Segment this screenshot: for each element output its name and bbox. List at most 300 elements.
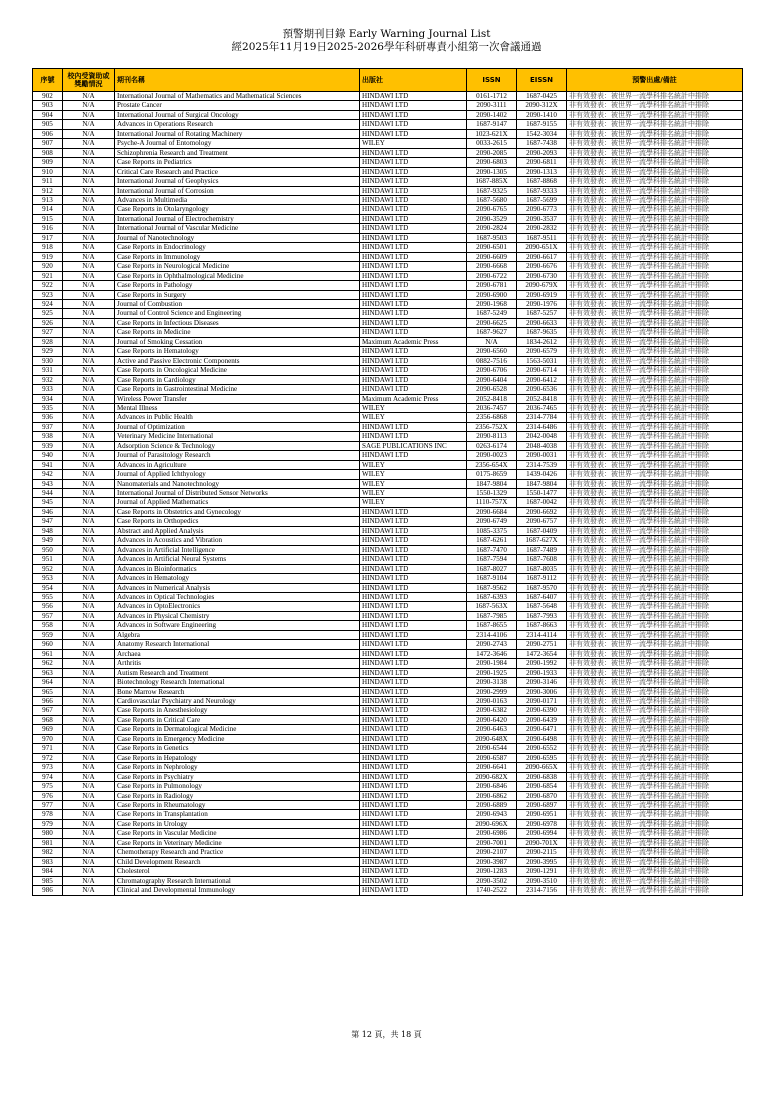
row-eissn: 2090-6412	[517, 375, 567, 384]
row-funding: N/A	[63, 574, 115, 583]
table-row	[33, 630, 743, 639]
row-index: 965	[33, 687, 63, 696]
row-journal-name: Veterinary Medicine International	[115, 432, 360, 441]
row-index: 911	[33, 177, 63, 186]
row-publisher: WILEY	[360, 460, 467, 469]
row-eissn: 2090-1291	[517, 867, 567, 876]
row-publisher: HINDAWI LTD	[360, 668, 467, 677]
row-funding: N/A	[63, 611, 115, 620]
row-index: 928	[33, 337, 63, 346]
row-publisher: HINDAWI LTD	[360, 555, 467, 564]
row-funding: N/A	[63, 120, 115, 129]
row-remark: 非有效發表：被世界一流學科排名統計中排除	[567, 290, 743, 299]
row-eissn: 1687-7438	[517, 139, 567, 148]
row-journal-name: Case Reports in Endocrinology	[115, 243, 360, 252]
row-issn: 2090-6544	[467, 744, 517, 753]
row-publisher: HINDAWI LTD	[360, 262, 467, 271]
row-issn: 0033-2615	[467, 139, 517, 148]
table-row	[33, 214, 743, 223]
row-journal-name: Journal of Optimization	[115, 422, 360, 431]
row-remark: 非有效發表：被世界一流學科排名統計中排除	[567, 148, 743, 157]
row-funding: N/A	[63, 214, 115, 223]
row-eissn: 2090-6757	[517, 517, 567, 526]
row-issn: 2090-682X	[467, 772, 517, 781]
row-index: 975	[33, 782, 63, 791]
row-funding: N/A	[63, 139, 115, 148]
col-header-publisher: 出版社	[360, 69, 467, 92]
row-eissn: 1542-3034	[517, 129, 567, 138]
row-index: 907	[33, 139, 63, 148]
row-funding: N/A	[63, 110, 115, 119]
row-remark: 非有效發表：被世界一流學科排名統計中排除	[567, 262, 743, 271]
row-issn: 2090-6900	[467, 290, 517, 299]
row-publisher: HINDAWI LTD	[360, 243, 467, 252]
row-publisher: HINDAWI LTD	[360, 422, 467, 431]
table-row	[33, 744, 743, 753]
row-journal-name: Biotechnology Research International	[115, 678, 360, 687]
row-issn: 2090-6625	[467, 318, 517, 327]
row-index: 984	[33, 867, 63, 876]
row-index: 915	[33, 214, 63, 223]
row-funding: N/A	[63, 564, 115, 573]
table-row	[33, 725, 743, 734]
row-publisher: HINDAWI LTD	[360, 281, 467, 290]
row-journal-name: Case Reports in Medicine	[115, 328, 360, 337]
row-journal-name: Case Reports in Veterinary Medicine	[115, 838, 360, 847]
row-remark: 非有效發表：被世界一流學科排名統計中排除	[567, 583, 743, 592]
row-index: 955	[33, 593, 63, 602]
row-publisher: HINDAWI LTD	[360, 129, 467, 138]
table-row	[33, 678, 743, 687]
row-remark: 非有效發表：被世界一流學科排名統計中排除	[567, 299, 743, 308]
row-journal-name: Advances in Acoustics and Vibration	[115, 536, 360, 545]
row-eissn: 1687-8035	[517, 564, 567, 573]
row-funding: N/A	[63, 517, 115, 526]
table-row	[33, 120, 743, 129]
row-publisher: HINDAWI LTD	[360, 101, 467, 110]
row-index: 933	[33, 385, 63, 394]
row-issn: 1687-885X	[467, 177, 517, 186]
row-journal-name: Case Reports in Urology	[115, 819, 360, 828]
row-publisher: HINDAWI LTD	[360, 574, 467, 583]
row-issn: 1687-7985	[467, 611, 517, 620]
row-eissn: 2090-1976	[517, 299, 567, 308]
row-publisher: HINDAWI LTD	[360, 545, 467, 554]
row-index: 932	[33, 375, 63, 384]
row-issn: 2090-7001	[467, 838, 517, 847]
row-funding: N/A	[63, 158, 115, 167]
row-issn: 2090-1968	[467, 299, 517, 308]
row-publisher: HINDAWI LTD	[360, 593, 467, 602]
row-eissn: 2090-6994	[517, 829, 567, 838]
table-row	[33, 243, 743, 252]
row-publisher: HINDAWI LTD	[360, 791, 467, 800]
row-funding: N/A	[63, 649, 115, 658]
row-issn: 0175-8659	[467, 470, 517, 479]
table-row	[33, 281, 743, 290]
row-eissn: 2314-4114	[517, 630, 567, 639]
row-remark: 非有效發表：被世界一流學科排名統計中排除	[567, 195, 743, 204]
row-funding: N/A	[63, 886, 115, 895]
row-journal-name: International Journal of Mathematics and Mathematical Sciences	[115, 92, 360, 101]
row-publisher: HINDAWI LTD	[360, 876, 467, 885]
row-journal-name: Case Reports in Transplantation	[115, 810, 360, 819]
row-index: 973	[33, 763, 63, 772]
row-remark: 非有效發表：被世界一流學科排名統計中排除	[567, 422, 743, 431]
row-issn: 1740-2522	[467, 886, 517, 895]
row-issn: 0882-7516	[467, 356, 517, 365]
row-publisher: HINDAWI LTD	[360, 205, 467, 214]
row-journal-name: Clinical and Developmental Immunology	[115, 886, 360, 895]
row-remark: 非有效發表：被世界一流學科排名統計中排除	[567, 640, 743, 649]
table-row	[33, 574, 743, 583]
row-remark: 非有效發表：被世界一流學科排名統計中排除	[567, 782, 743, 791]
row-publisher: HINDAWI LTD	[360, 526, 467, 535]
row-publisher: HINDAWI LTD	[360, 659, 467, 668]
row-journal-name: Advances in Artificial Neural Systems	[115, 555, 360, 564]
row-remark: 非有效發表：被世界一流學科排名統計中排除	[567, 734, 743, 743]
row-index: 949	[33, 536, 63, 545]
row-eissn: 2090-6471	[517, 725, 567, 734]
row-journal-name: Case Reports in Pediatrics	[115, 158, 360, 167]
table-row	[33, 403, 743, 412]
table-row	[33, 706, 743, 715]
row-publisher: WILEY	[360, 479, 467, 488]
row-eissn: 2090-6978	[517, 819, 567, 828]
row-issn: 2090-1305	[467, 167, 517, 176]
row-remark: 非有效發表：被世界一流學科排名統計中排除	[567, 848, 743, 857]
table-row	[33, 441, 743, 450]
row-journal-name: Advances in Software Engineering	[115, 621, 360, 630]
row-publisher: HINDAWI LTD	[360, 687, 467, 696]
row-remark: 非有效發表：被世界一流學科排名統計中排除	[567, 621, 743, 630]
row-index: 941	[33, 460, 63, 469]
row-eissn: 1687-9333	[517, 186, 567, 195]
row-issn: 2090-6463	[467, 725, 517, 734]
row-remark: 非有效發表：被世界一流學科排名統計中排除	[567, 205, 743, 214]
table-row	[33, 177, 743, 186]
row-journal-name: Critical Care Research and Practice	[115, 167, 360, 176]
row-remark: 非有效發表：被世界一流學科排名統計中排除	[567, 829, 743, 838]
row-eissn: 2090-6595	[517, 753, 567, 762]
row-eissn: 1687-627X	[517, 536, 567, 545]
table-row	[33, 621, 743, 630]
journal-table	[32, 68, 743, 896]
table-row	[33, 271, 743, 280]
row-eissn: 2090-6552	[517, 744, 567, 753]
row-issn: 1687-6393	[467, 593, 517, 602]
row-journal-name: Case Reports in Neurological Medicine	[115, 262, 360, 271]
row-index: 952	[33, 564, 63, 573]
row-funding: N/A	[63, 593, 115, 602]
table-row	[33, 101, 743, 110]
row-funding: N/A	[63, 92, 115, 101]
row-journal-name: Cardiovascular Psychiatry and Neurology	[115, 697, 360, 706]
table-row	[33, 422, 743, 431]
row-journal-name: Psyche-A Journal of Entomology	[115, 139, 360, 148]
row-index: 927	[33, 328, 63, 337]
row-issn: 2090-1984	[467, 659, 517, 668]
row-issn: 2314-4106	[467, 630, 517, 639]
row-issn: 2090-2743	[467, 640, 517, 649]
row-remark: 非有效發表：被世界一流學科排名統計中排除	[567, 526, 743, 535]
row-eissn: 1687-9155	[517, 120, 567, 129]
row-eissn: 2090-6536	[517, 385, 567, 394]
row-funding: N/A	[63, 838, 115, 847]
row-issn: 2356-6868	[467, 413, 517, 422]
row-funding: N/A	[63, 262, 115, 271]
row-eissn: 2090-0031	[517, 451, 567, 460]
row-funding: N/A	[63, 555, 115, 564]
row-issn: 2090-3987	[467, 857, 517, 866]
row-remark: 非有效發表：被世界一流學科排名統計中排除	[567, 479, 743, 488]
row-index: 951	[33, 555, 63, 564]
row-journal-name: Schizophrenia Research and Treatment	[115, 148, 360, 157]
row-publisher: HINDAWI LTD	[360, 92, 467, 101]
row-index: 947	[33, 517, 63, 526]
row-eissn: 2090-6811	[517, 158, 567, 167]
row-funding: N/A	[63, 375, 115, 384]
table-row	[33, 848, 743, 857]
row-publisher: HINDAWI LTD	[360, 507, 467, 516]
col-header-remark: 預警出處/備註	[567, 69, 743, 92]
row-funding: N/A	[63, 413, 115, 422]
row-eissn: 1687-0042	[517, 498, 567, 507]
row-journal-name: Case Reports in Otolaryngology	[115, 205, 360, 214]
row-issn: 1687-5680	[467, 195, 517, 204]
row-index: 924	[33, 299, 63, 308]
row-eissn: 2090-6919	[517, 290, 567, 299]
row-index: 956	[33, 602, 63, 611]
row-remark: 非有效發表：被世界一流學科排名統計中排除	[567, 214, 743, 223]
row-eissn: 2090-6730	[517, 271, 567, 280]
row-issn: 2090-1402	[467, 110, 517, 119]
row-funding: N/A	[63, 857, 115, 866]
row-eissn: 2090-6870	[517, 791, 567, 800]
table-row	[33, 309, 743, 318]
row-issn: 1687-9147	[467, 120, 517, 129]
row-issn: 1687-5249	[467, 309, 517, 318]
row-publisher: HINDAWI LTD	[360, 536, 467, 545]
row-issn: 2090-6862	[467, 791, 517, 800]
row-publisher: HINDAWI LTD	[360, 233, 467, 242]
table-row	[33, 186, 743, 195]
table-row	[33, 167, 743, 176]
row-publisher: WILEY	[360, 470, 467, 479]
row-index: 961	[33, 649, 63, 658]
row-publisher: HINDAWI LTD	[360, 697, 467, 706]
table-row	[33, 697, 743, 706]
row-eissn: 1687-5699	[517, 195, 567, 204]
row-journal-name: Active and Passive Electronic Components	[115, 356, 360, 365]
row-journal-name: Advances in Artificial Intelligence	[115, 545, 360, 554]
row-remark: 非有效發表：被世界一流學科排名統計中排除	[567, 687, 743, 696]
row-eissn: 2090-6617	[517, 252, 567, 261]
row-eissn: 2090-6692	[517, 507, 567, 516]
row-remark: 非有效發表：被世界一流學科排名統計中排除	[567, 101, 743, 110]
row-publisher: HINDAWI LTD	[360, 583, 467, 592]
row-funding: N/A	[63, 640, 115, 649]
row-eissn: 2090-6633	[517, 318, 567, 327]
row-issn: 2090-3111	[467, 101, 517, 110]
row-publisher: HINDAWI LTD	[360, 366, 467, 375]
row-publisher: HINDAWI LTD	[360, 744, 467, 753]
row-index: 945	[33, 498, 63, 507]
row-funding: N/A	[63, 385, 115, 394]
row-index: 960	[33, 640, 63, 649]
table-row	[33, 366, 743, 375]
row-issn: 1687-9627	[467, 328, 517, 337]
table-row	[33, 460, 743, 469]
col-header-index: 序號	[33, 69, 63, 92]
row-issn: 2090-648X	[467, 734, 517, 743]
table-row	[33, 328, 743, 337]
row-funding: N/A	[63, 753, 115, 762]
row-remark: 非有效發表：被世界一流學科排名統計中排除	[567, 744, 743, 753]
row-publisher: HINDAWI LTD	[360, 630, 467, 639]
row-journal-name: Journal of Control Science and Engineering	[115, 309, 360, 318]
row-eissn: 2314-7156	[517, 886, 567, 895]
row-remark: 非有效發表：被世界一流學科排名統計中排除	[567, 337, 743, 346]
row-publisher: WILEY	[360, 489, 467, 498]
row-index: 919	[33, 252, 63, 261]
row-eissn: 1687-5257	[517, 309, 567, 318]
row-eissn: 1687-8868	[517, 177, 567, 186]
row-issn: 2090-6501	[467, 243, 517, 252]
row-issn: 2090-6706	[467, 366, 517, 375]
table-row	[33, 763, 743, 772]
row-funding: N/A	[63, 366, 115, 375]
row-publisher: HINDAWI LTD	[360, 186, 467, 195]
row-journal-name: Case Reports in Nephrology	[115, 763, 360, 772]
row-journal-name: Chemotherapy Research and Practice	[115, 848, 360, 857]
table-row	[33, 593, 743, 602]
table-body	[33, 92, 743, 896]
row-journal-name: Anatomy Research International	[115, 640, 360, 649]
col-header-journal: 期刊名稱	[115, 69, 360, 92]
table-row	[33, 555, 743, 564]
row-issn: 1687-563X	[467, 602, 517, 611]
row-journal-name: Case Reports in Oncological Medicine	[115, 366, 360, 375]
row-remark: 非有效發表：被世界一流學科排名統計中排除	[567, 356, 743, 365]
row-index: 943	[33, 479, 63, 488]
row-index: 909	[33, 158, 63, 167]
row-remark: 非有效發表：被世界一流學科排名統計中排除	[567, 139, 743, 148]
row-funding: N/A	[63, 659, 115, 668]
row-publisher: SAGE PUBLICATIONS INC	[360, 441, 467, 450]
table-row	[33, 432, 743, 441]
row-funding: N/A	[63, 356, 115, 365]
table-row	[33, 886, 743, 895]
row-funding: N/A	[63, 243, 115, 252]
row-journal-name: Archaea	[115, 649, 360, 658]
row-funding: N/A	[63, 782, 115, 791]
row-remark: 非有效發表：被世界一流學科排名統計中排除	[567, 630, 743, 639]
row-remark: 非有效發表：被世界一流學科排名統計中排除	[567, 394, 743, 403]
table-row	[33, 876, 743, 885]
row-index: 935	[33, 403, 63, 412]
row-eissn: 2090-6951	[517, 810, 567, 819]
row-issn: 1085-3375	[467, 526, 517, 535]
row-issn: 1687-7470	[467, 545, 517, 554]
row-eissn: 1687-7608	[517, 555, 567, 564]
row-funding: N/A	[63, 630, 115, 639]
row-funding: N/A	[63, 498, 115, 507]
row-remark: 非有效發表：被世界一流學科排名統計中排除	[567, 432, 743, 441]
row-issn: 2090-6609	[467, 252, 517, 261]
row-issn: 1023-621X	[467, 129, 517, 138]
row-eissn: 1847-9804	[517, 479, 567, 488]
row-issn: 2090-6684	[467, 507, 517, 516]
row-eissn: 1687-9570	[517, 583, 567, 592]
row-publisher: HINDAWI LTD	[360, 318, 467, 327]
row-funding: N/A	[63, 195, 115, 204]
row-eissn: 2090-2751	[517, 640, 567, 649]
row-index: 981	[33, 838, 63, 847]
row-eissn: 2314-6486	[517, 422, 567, 431]
table-row	[33, 356, 743, 365]
row-issn: 1687-9104	[467, 574, 517, 583]
row-publisher: HINDAWI LTD	[360, 602, 467, 611]
row-funding: N/A	[63, 545, 115, 554]
row-publisher: HINDAWI LTD	[360, 564, 467, 573]
row-index: 979	[33, 819, 63, 828]
row-index: 980	[33, 829, 63, 838]
row-funding: N/A	[63, 290, 115, 299]
row-index: 986	[33, 886, 63, 895]
table-row	[33, 857, 743, 866]
table-row	[33, 129, 743, 138]
row-publisher: HINDAWI LTD	[360, 309, 467, 318]
table-row	[33, 517, 743, 526]
row-journal-name: Case Reports in Orthopedics	[115, 517, 360, 526]
row-funding: N/A	[63, 526, 115, 535]
row-funding: N/A	[63, 791, 115, 800]
row-index: 976	[33, 791, 63, 800]
row-funding: N/A	[63, 252, 115, 261]
row-remark: 非有效發表：被世界一流學科排名統計中排除	[567, 678, 743, 687]
row-remark: 非有效發表：被世界一流學科排名統計中排除	[567, 867, 743, 876]
row-remark: 非有效發表：被世界一流學科排名統計中排除	[567, 574, 743, 583]
row-funding: N/A	[63, 715, 115, 724]
row-remark: 非有效發表：被世界一流學科排名統計中排除	[567, 318, 743, 327]
row-journal-name: Case Reports in Ophthalmological Medicine	[115, 271, 360, 280]
table-row	[33, 772, 743, 781]
row-index: 917	[33, 233, 63, 242]
row-publisher: HINDAWI LTD	[360, 252, 467, 261]
row-issn: 2090-6560	[467, 347, 517, 356]
row-issn: 0263-6174	[467, 441, 517, 450]
row-publisher: HINDAWI LTD	[360, 772, 467, 781]
table-row	[33, 252, 743, 261]
row-publisher: HINDAWI LTD	[360, 148, 467, 157]
row-journal-name: International Journal of Electrochemistry	[115, 214, 360, 223]
row-index: 957	[33, 611, 63, 620]
row-journal-name: Prostate Cancer	[115, 101, 360, 110]
row-journal-name: Advances in OptoElectronics	[115, 602, 360, 611]
row-eissn: 2314-7784	[517, 413, 567, 422]
table-row	[33, 92, 743, 101]
row-issn: 2090-3502	[467, 876, 517, 885]
row-index: 905	[33, 120, 63, 129]
row-issn: 2090-6420	[467, 715, 517, 724]
row-funding: N/A	[63, 678, 115, 687]
row-funding: N/A	[63, 763, 115, 772]
row-index: 950	[33, 545, 63, 554]
row-eissn: 1687-8663	[517, 621, 567, 630]
row-funding: N/A	[63, 725, 115, 734]
row-remark: 非有效發表：被世界一流學科排名統計中排除	[567, 498, 743, 507]
